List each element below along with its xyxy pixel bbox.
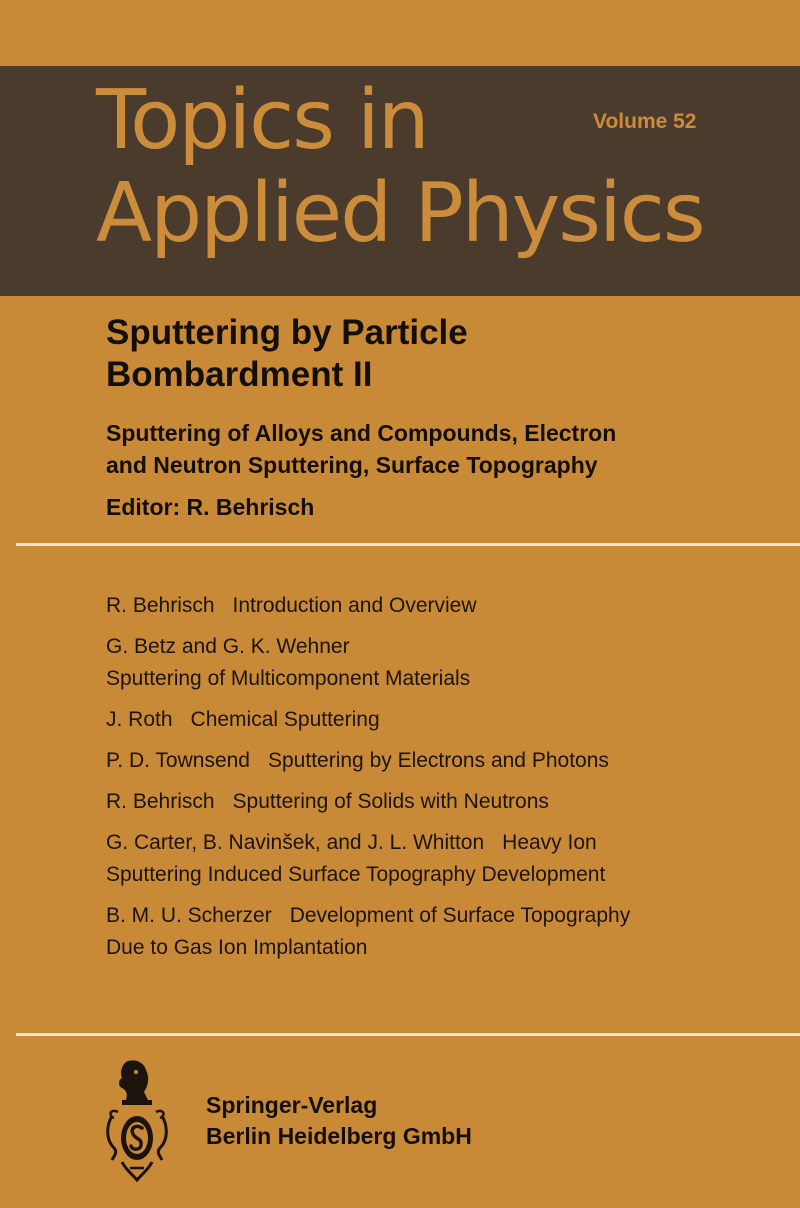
- entry-authors: R. Behrisch: [106, 594, 215, 617]
- entry-authors: J. Roth: [106, 708, 173, 731]
- editor-line: Editor: R. Behrisch: [106, 494, 315, 520]
- book-title: [106, 312, 468, 396]
- contents-entry: [106, 590, 786, 622]
- entry-authors: R. Behrisch: [106, 790, 215, 813]
- entry-title: Chemical Sputtering: [190, 708, 380, 731]
- entry-title: Heavy Ion: [502, 831, 597, 854]
- entry-title-continued: Sputtering Induced Surface Topography Development: [106, 863, 606, 886]
- entry-title: Sputtering of Solids with Neutrons: [232, 790, 549, 813]
- springer-horse-logo-icon: [104, 1056, 170, 1191]
- divider-bottom: [16, 1033, 800, 1036]
- entry-title-continued: Sputtering of Multicomponent Materials: [106, 667, 471, 690]
- entry-authors: P. D. Townsend: [106, 749, 250, 772]
- entry-title-continued: Due to Gas Ion Implantation: [106, 936, 368, 959]
- series-title-line1: Topics in: [96, 73, 428, 168]
- entry-authors: B. M. U. Scherzer: [106, 904, 272, 927]
- book-title-line1: Sputtering by Particle: [106, 313, 468, 352]
- series-band: [0, 66, 800, 296]
- book-subtitle-line2: and Neutron Sputtering, Surface Topography: [106, 452, 598, 478]
- contents-entry: [106, 786, 786, 818]
- contents-entry: [106, 745, 786, 777]
- publisher-name: Springer-Verlag: [206, 1092, 378, 1118]
- divider-top: [16, 543, 800, 546]
- entry-authors: G. Carter, B. Navinšek, and J. L. Whitton: [106, 831, 485, 854]
- entry-title: Introduction and Overview: [232, 594, 477, 617]
- entry-authors: G. Betz and G. K. Wehner: [106, 635, 350, 658]
- contents-entry: [106, 900, 786, 964]
- book-subtitle: [106, 417, 616, 481]
- book-title-line2: Bombardment II: [106, 355, 373, 394]
- series-title-line2: Applied Physics: [96, 166, 704, 261]
- series-title: [96, 74, 704, 260]
- volume-number: Volume 52: [593, 110, 697, 133]
- publisher: [206, 1090, 472, 1152]
- contents-entry: [106, 631, 786, 695]
- entry-title: Sputtering by Electrons and Photons: [268, 749, 609, 772]
- book-subtitle-line1: Sputtering of Alloys and Compounds, Electron: [106, 420, 617, 446]
- entry-title: Development of Surface Topography: [289, 904, 631, 927]
- publisher-location: Berlin Heidelberg GmbH: [206, 1123, 472, 1149]
- contents-entry: [106, 827, 786, 891]
- contents-list: [106, 590, 786, 973]
- contents-entry: [106, 704, 786, 736]
